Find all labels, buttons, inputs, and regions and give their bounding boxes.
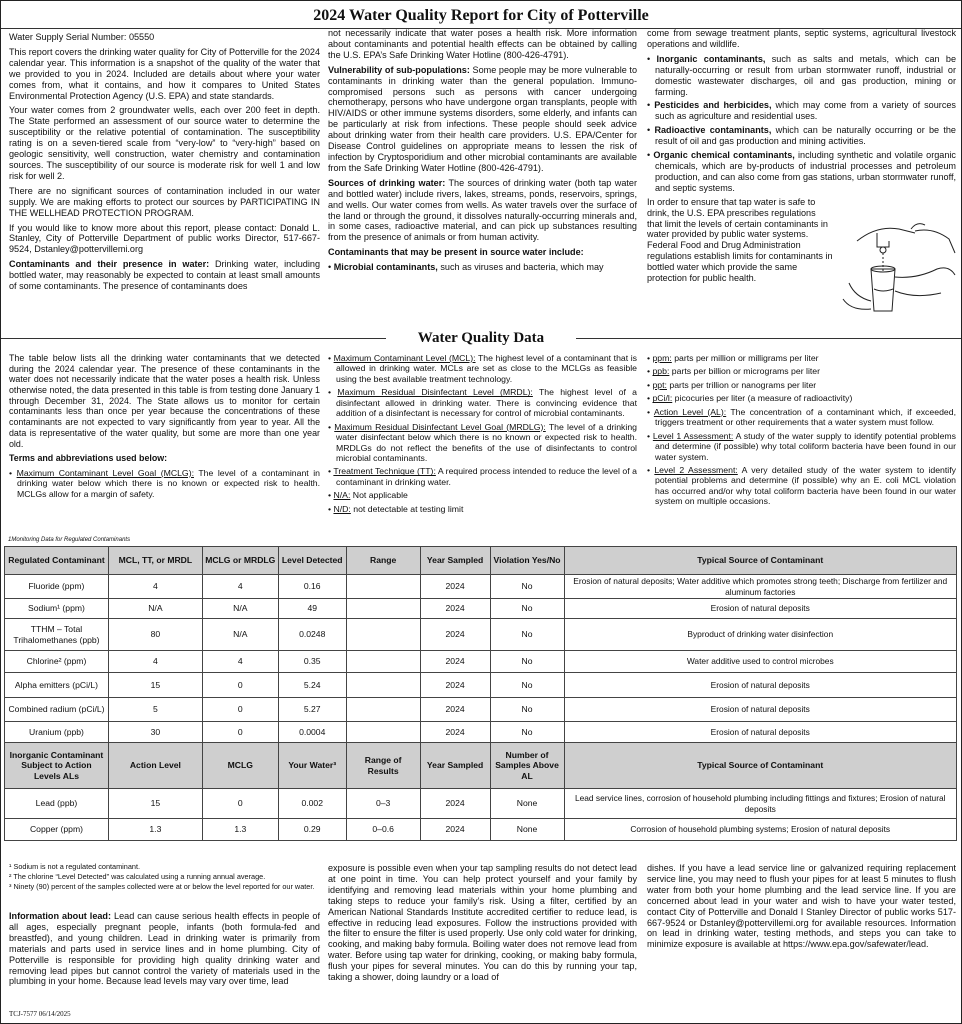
contaminant-list-1 bbox=[328, 262, 637, 273]
table-cell: Erosion of natural deposits bbox=[564, 673, 957, 698]
contaminants-paragraph bbox=[9, 259, 320, 292]
table-cell: 0.002 bbox=[278, 789, 346, 819]
wq-column-3 bbox=[647, 353, 956, 510]
list-item: • Organic chemical contaminants, including synthetic and volatile organic chemicals, which are by-products of industrial processes and petroleum production, and can also come from gas stations, urban stormwater runoff, and septic systems. bbox=[647, 150, 956, 193]
term-item: • Maximum Residual Disinfectant Level (MRDL): The highest level of a disinfectant allowed in drinking water. There is convincing evidence that addition of a disinfectant is necessary for control of microbial contaminants. bbox=[328, 387, 637, 419]
term-name: ppm: bbox=[652, 353, 672, 363]
term-name: ppb: bbox=[652, 366, 670, 377]
terms-heading bbox=[9, 453, 320, 464]
term-item: • Level 1 Assessment: A study of the water supply to identify potential problems and determine (if possible) why total coliform bacteria have been found in our water system. bbox=[647, 430, 956, 462]
term-item: • ppt: parts per trillion or nanograms per liter bbox=[647, 379, 817, 390]
microbial-continued: come from sewage treatment plants, septic systems, agricultural livestock operations and wildlife. bbox=[647, 28, 956, 49]
table-cell: N/A bbox=[202, 599, 278, 619]
table-cell bbox=[346, 599, 420, 619]
table-cell: No bbox=[490, 575, 564, 599]
serial-number: Water Supply Serial Number: 05550 bbox=[9, 32, 155, 42]
list-item-heading: Pesticides and herbicides, bbox=[654, 100, 772, 111]
table-row bbox=[5, 575, 957, 599]
vulnerability-heading: Vulnerability of sub-populations: bbox=[328, 64, 470, 75]
table-row bbox=[5, 722, 957, 743]
section-title: Water Quality Data bbox=[417, 330, 545, 346]
term-name: Treatment Technique (TT): bbox=[333, 466, 436, 477]
table-cell: 0 bbox=[202, 673, 278, 698]
term-item: • Maximum Residual Disinfectant Level Goal (MRDLG): The level of a drinking water disinfectant below which there is no known or expected risk to health. MRDLGs do not reflect the benefits of the use of disinfectants to control microbial contaminants. bbox=[328, 421, 637, 463]
table-cell: Lead service lines, corrosion of household plumbing including fittings and fixtures; Erosion of natural deposits bbox=[564, 789, 957, 819]
list-item-heading: Microbial contaminants, bbox=[333, 262, 438, 273]
table-header-row bbox=[5, 547, 957, 575]
vulnerability-paragraph bbox=[328, 65, 637, 174]
term-definition: A required process intended to reduce the level of a contaminant in drinking water. bbox=[336, 466, 637, 487]
vulnerability-text: Some people may be more vulnerable to contaminants in drinking water than the general population. Immuno-compromised persons such as persons with cancer undergoing chemotherapy, persons who have undergone organ transplants, people with HIV/AIDS or other immune systems disorders, some elderly, and infants can be particularly at risk from infections. These people should seek advice about drinking water from their health care providers. U.S. EPA/Center for Disease Control guidelines on appropriate means to lessen the risk of infection by Cryptosporidium and other microbial contaminants are available from the Safe Drinking Water Hotline (800-426-4791). bbox=[328, 64, 638, 173]
table-cell: 4 bbox=[202, 651, 278, 673]
table-cell: 15 bbox=[108, 673, 202, 698]
term-name: N/A: bbox=[333, 490, 351, 501]
column-header: MCLG bbox=[202, 743, 278, 789]
list-item: • Radioactive contaminants, which can be naturally occurring or be the result of oil and gas production and mining activities. bbox=[647, 125, 956, 147]
table-cell: 2024 bbox=[420, 819, 490, 841]
wq-intro-paragraph: The table below lists all the drinking water contaminants that we detected during the 2024 calendar year. The presence of these contaminants in the water does not necessarily indicate that the water poses a health risk. Unless otherwise noted, the data presented in this table is from testing done January 1 through December 31, 2024. The State allows us to monitor for certain contaminants less than once per year because the concentrations of these contaminants are not expected to vary significantly from year to year. All the data is representative of the water quality, but some are more than one year old. bbox=[9, 353, 320, 449]
table-cell: None bbox=[490, 789, 564, 819]
lead-info-text: dishes. If you have a lead service line or galvanized requiring replacement service line, you may need to flush your pipes for at least 5 minutes to flush water from both your home plumbing and the lead service line. If you are concerned about lead in your water and wish to have your water tested, contact City of Potterville and Donald I Stanley Director of public works 517-667-9524 or Dstanley@pottervillemi.org for available resources. Information on lead in drinking water, testing methods, and steps you can take to minimize exposure is available at https://www.epa.gov/safewater/lead. bbox=[647, 863, 956, 950]
table-cell: Corrosion of household plumbing systems; Erosion of natural deposits bbox=[564, 819, 957, 841]
list-item-heading: Inorganic contaminants, bbox=[656, 53, 766, 64]
table-cell: TTHM – Total Trihalomethanes (ppb) bbox=[5, 619, 109, 651]
table-cell: Byproduct of drinking water disinfection bbox=[564, 619, 957, 651]
term-definition: The concentration of a contaminant which, if exceeded, triggers treatment or other requirements that a water system must follow. bbox=[655, 406, 956, 428]
column-header: Inorganic Contaminant Subject to Action Levels ALs bbox=[5, 743, 109, 789]
term-definition: not detectable at testing limit bbox=[350, 503, 464, 514]
intro-column-2 bbox=[328, 28, 637, 276]
column-header: Year Sampled bbox=[420, 547, 490, 575]
list-item-heading: Radioactive contaminants, bbox=[654, 125, 772, 136]
lead-info-text: Lead can cause serious health effects in people of all ages, especially pregnant people, infants (both formula-fed and breastfed), and young children. Lead in drinking water is primarily from materials and parts used in service lines and in home plumbing. City of Potterville is responsible for providing high quality drinking water and removing lead pipes but cannot control the variety of materials used in the plumbing in your home. Because lead levels may vary over time, lead bbox=[9, 911, 320, 987]
table-cell: 0.35 bbox=[278, 651, 346, 673]
table-cell: 0 bbox=[202, 722, 278, 743]
table-cell: 49 bbox=[278, 599, 346, 619]
table-cell: 5.27 bbox=[278, 698, 346, 722]
column-header: Year Sampled bbox=[420, 743, 490, 789]
table-cell: Chlorine² (ppm) bbox=[5, 651, 109, 673]
table-cell: Lead (ppb) bbox=[5, 789, 109, 819]
term-definition: The highest level of a disinfectant allowed in drinking water. There is convincing evidence that addition of a disinfectant is necessary for control of microbial contaminants. bbox=[336, 387, 637, 419]
table-cell: 5 bbox=[108, 698, 202, 722]
table-row bbox=[5, 819, 957, 841]
table-cell: 2024 bbox=[420, 673, 490, 698]
table-cell: 2024 bbox=[420, 789, 490, 819]
table-cell: 1.3 bbox=[202, 819, 278, 841]
footnote: ² The chlorine “Level Detected” was calculated using a running annual average. bbox=[9, 871, 266, 881]
term-item: • N/A: Not applicable bbox=[328, 490, 408, 501]
list-item-heading: Organic chemical contaminants, bbox=[653, 150, 795, 161]
intro-column-1 bbox=[9, 32, 320, 296]
term-item: • ppb: parts per billion or micrograms per liter bbox=[647, 366, 821, 377]
table-cell: 2024 bbox=[420, 599, 490, 619]
term-item: • pCi/l: picocuries per liter (a measure of radioactivity) bbox=[647, 393, 853, 404]
term-item: • Maximum Contaminant Level (MCL): The highest level of a contaminant that is allowed in drinking water. MCLs are set as close to the MCLGs as feasible using the best available treatment technology. bbox=[328, 353, 637, 384]
table-cell: 30 bbox=[108, 722, 202, 743]
column-header: Range of Results bbox=[346, 743, 420, 789]
table-cell: No bbox=[490, 698, 564, 722]
term-definition: Not applicable bbox=[350, 490, 408, 501]
contaminants-continued: not necessarily indicate that water poses a health risk. More information about contaminants and potential health effects can be obtained by calling the U.S. EPA’s Safe Drinking Water Hotline (800-426-4791). bbox=[328, 28, 637, 60]
intro-paragraph: This report covers the drinking water quality for City of Potterville for the 2024 calendar year. This information is a snapshot of the quality of the water that we provided to you in 2024. Included are details about where your water comes from, what it contains, and how it compares to United States Environmental Protection Agency (U.S. EPA) and state standards. bbox=[9, 46, 320, 101]
terms-list-2 bbox=[328, 353, 637, 514]
term-name: Level 2 Assessment: bbox=[654, 464, 738, 475]
table-cell: 0 bbox=[202, 698, 278, 722]
table-cell: Water additive used to control microbes bbox=[564, 651, 957, 673]
footnote: ³ Ninety (90) percent of the samples collected were at or below the level reported for our water. bbox=[9, 881, 315, 891]
table-cell: None bbox=[490, 819, 564, 841]
table-cell: No bbox=[490, 673, 564, 698]
table-cell: N/A bbox=[108, 599, 202, 619]
column-header: MCLG or MRDLG bbox=[202, 547, 278, 575]
table-cell: Combined radium (pCi/L) bbox=[5, 698, 109, 722]
list-item-text: such as salts and metals, which can be naturally-occurring or result from urban stormwater runoff, industrial or domestic wastewater discharges, oil and gas production, mining or farming. bbox=[655, 53, 957, 97]
table-cell: Uranium (ppb) bbox=[5, 722, 109, 743]
table-cell: 0.29 bbox=[278, 819, 346, 841]
column-header: Typical Source of Contaminant bbox=[564, 743, 957, 789]
table-row bbox=[5, 619, 957, 651]
term-definition: parts per trillion or nanograms per liter bbox=[666, 379, 817, 390]
table-cell: No bbox=[490, 722, 564, 743]
column-header: Regulated Contaminant bbox=[5, 547, 109, 575]
column-header: Violation Yes/No bbox=[490, 547, 564, 575]
present-heading-text: Contaminants that may be present in source water include: bbox=[328, 247, 584, 258]
water-quality-section-header bbox=[1, 328, 961, 348]
term-name: Maximum Contaminant Level Goal (MCLG): bbox=[16, 467, 194, 478]
report-title: 2024 Water Quality Report for City of Potterville bbox=[313, 7, 649, 24]
list-item-text: which can be naturally occurring or be the result of oil and gas production and mining activities. bbox=[655, 125, 956, 147]
table-cell: Erosion of natural deposits bbox=[564, 722, 957, 743]
column-header: Range bbox=[346, 547, 420, 575]
protection-paragraph: There are no significant sources of contamination included in our water supply. We are making efforts to protect our sources by PARTICIPATING IN THE WELLHEAD PROTECTION PROGRAM. bbox=[9, 185, 320, 218]
table-cell: 1.3 bbox=[108, 819, 202, 841]
contaminants-heading: Contaminants and their presence in water: bbox=[9, 259, 210, 270]
lead-info-column-2 bbox=[328, 863, 637, 983]
lead-info-column-1 bbox=[9, 911, 320, 987]
table-cell: 0–3 bbox=[346, 789, 420, 819]
table-cell: 0 bbox=[202, 789, 278, 819]
table-cell: Fluoride (ppm) bbox=[5, 575, 109, 599]
term-definition: The level of a contaminant in drinking water below which there is no known or expected risk to health. MCLGs allow for a margin of safety. bbox=[17, 467, 320, 499]
table-row bbox=[5, 599, 957, 619]
table-cell: 4 bbox=[108, 575, 202, 599]
term-name: N/D: bbox=[333, 503, 351, 514]
table-cell: Sodium¹ (ppm) bbox=[5, 599, 109, 619]
term-definition: parts per billion or micrograms per liter bbox=[669, 366, 821, 377]
term-definition: The level of a drinking water disinfectant below which there is no known or expected risk to health. MRDLGs do not reflect the benefits of the use of disinfectants to control microbial contaminants. bbox=[336, 421, 637, 463]
column-header: Your Water³ bbox=[278, 743, 346, 789]
term-item: • Level 2 Assessment: A very detailed study of the water system to identify potential problems and determine (if possible) why an E. coli MCL violation has occurred and/or why total coliform bacteria have been found in our water system on multiple occasions. bbox=[647, 464, 956, 507]
table-cell: 2024 bbox=[420, 722, 490, 743]
table-caption: 1Monitoring Data for Regulated Contaminants bbox=[8, 537, 131, 543]
table-cell: 2024 bbox=[420, 698, 490, 722]
wq-column-2 bbox=[328, 353, 637, 517]
table-cell: 2024 bbox=[420, 619, 490, 651]
term-name: ppt: bbox=[652, 379, 667, 390]
table-cell: 0–0.6 bbox=[346, 819, 420, 841]
table-header-row bbox=[5, 743, 957, 789]
table-row bbox=[5, 698, 957, 722]
table-row bbox=[5, 789, 957, 819]
terms-heading-text: Terms and abbreviations used below: bbox=[9, 453, 168, 464]
lead-info-text: exposure is possible even when your tap sampling results do not detect lead at one point in time. You can help protect yourself and your family by identifying and removing lead materials within your home plumbing and taking steps to reduce your family’s risk. Using a filter, certified by an American National Standards Institute accredited certifier to reduce lead, is effective in reducing lead exposures. Follow the instructions provided with the filter to ensure the filter is used properly. Use only cold water for drinking, cooking, and making baby formula. Boiling water does not remove lead from water. Before using tap water for drinking, cooking, or making baby formula, flush your pipes for several minutes. You can do this by running your tap, taking a shower, doing laundry or a load of bbox=[328, 863, 637, 983]
table-cell: 0.0004 bbox=[278, 722, 346, 743]
table-cell: 4 bbox=[202, 575, 278, 599]
source-paragraph: Your water comes from 2 groundwater wells, each over 200 feet in depth. The State performed an assessment of our source water to determine the susceptibility or the relative potential of contamination. The susceptibility rating is on a seven-tiered scale from “very-low” to “very-high” based on geologic sensitivity, well construction, water chemistry and contamination sources. The susceptibility of our source is moderate risk for well 1 and low risk for well 2. bbox=[9, 105, 320, 181]
contact-paragraph: If you would like to know more about this report, please contact: Donald L. Stanley, City of Potterville Department of public works Director, 517-667-9524, Dstanley@pottervillemi.org bbox=[9, 222, 320, 255]
tap-water-glass-illustration bbox=[837, 219, 957, 317]
column-header: Typical Source of Contaminant bbox=[564, 547, 957, 575]
term-item: • Treatment Technique (TT): A required process intended to reduce the level of a contaminant in drinking water. bbox=[328, 466, 637, 487]
table-cell: No bbox=[490, 619, 564, 651]
sources-text: The sources of drinking water (both tap water and bottled water) include rivers, lakes, streams, ponds, reservoirs, springs, and wells. Our water comes from wells. As water travels over the surface of the land or through the ground, it dissolves naturally-occurring minerals and, in some cases, radioactive material, and can pick up substances resulting from the presence of animals or from human activity. bbox=[328, 177, 637, 243]
table-cell bbox=[346, 575, 420, 599]
column-header: Level Detected bbox=[278, 547, 346, 575]
term-name: Maximum Residual Disinfectant Level Goal (MRDLG): bbox=[334, 421, 546, 432]
table-cell: 2024 bbox=[420, 651, 490, 673]
term-name: Action Level (AL): bbox=[653, 406, 727, 417]
heading-rule-right bbox=[576, 338, 961, 339]
regulations-paragraph: In order to ensure that tap water is safe to drink, the U.S. EPA prescribes regulations that limit the levels of certain contaminants in water provided by public water systems. Federal Food and Drug Administration regulations establish limits for contaminants in bottled water which provide the same protection for public health. bbox=[647, 196, 833, 284]
table-cell bbox=[346, 698, 420, 722]
table-cell: Copper (ppm) bbox=[5, 819, 109, 841]
table-cell: Erosion of natural deposits bbox=[564, 599, 957, 619]
list-item: • Microbial contaminants, such as viruses and bacteria, which may bbox=[328, 262, 604, 273]
contaminant-table bbox=[4, 546, 957, 841]
table-row bbox=[5, 673, 957, 698]
column-header: Number of Samples Above AL bbox=[490, 743, 564, 789]
table-cell bbox=[346, 651, 420, 673]
table-cell bbox=[346, 619, 420, 651]
present-heading bbox=[328, 247, 637, 258]
table-cell: Erosion of natural deposits bbox=[564, 698, 957, 722]
lead-info-column-3 bbox=[647, 863, 956, 950]
term-name: Maximum Residual Disinfectant Level (MRDL): bbox=[337, 387, 533, 398]
sources-heading: Sources of drinking water: bbox=[328, 177, 446, 188]
table-cell: 0.16 bbox=[278, 575, 346, 599]
table-row bbox=[5, 651, 957, 673]
term-item: • N/D: not detectable at testing limit bbox=[328, 503, 464, 514]
table-cell: 0.0248 bbox=[278, 619, 346, 651]
column-header: MCL, TT, or MRDL bbox=[108, 547, 202, 575]
table-cell: Erosion of natural deposits; Water additive which promotes strong teeth; Discharge from fertilizer and aluminum factories bbox=[564, 575, 957, 599]
table-cell: No bbox=[490, 599, 564, 619]
footnotes bbox=[9, 863, 319, 892]
list-item-text: which may come from a variety of sources such as agriculture and residential uses. bbox=[655, 100, 956, 122]
table-cell: 5.24 bbox=[278, 673, 346, 698]
term-item: • Maximum Contaminant Level Goal (MCLG): The level of a contaminant in drinking water below which there is no known or expected risk to health. MCLGs allow for a margin of safety. bbox=[9, 467, 320, 499]
list-item-text: such as viruses and bacteria, which may bbox=[437, 262, 604, 273]
table-cell bbox=[346, 673, 420, 698]
term-definition: parts per million or milligrams per liter bbox=[671, 353, 819, 363]
table-cell: Alpha emitters (pCi/L) bbox=[5, 673, 109, 698]
contaminant-table-body bbox=[5, 547, 957, 841]
contaminant-list-2 bbox=[647, 54, 956, 194]
table-cell: No bbox=[490, 651, 564, 673]
document-stamp: TCJ-7577 06/14/2025 bbox=[9, 1010, 71, 1018]
table-cell: N/A bbox=[202, 619, 278, 651]
term-definition: A study of the water supply to identify potential problems and determine (if possible) why total coliform bacteria have been found in our water system. bbox=[655, 430, 956, 462]
term-item: • ppm: parts per million or milligrams per liter bbox=[647, 353, 819, 363]
term-definition: A very detailed study of the water system to identify potential problems and determine (if possible) why an E. coli MCL violation has occurred and/or why total coliform bacteria have been found in our water system on multiple occasions. bbox=[655, 464, 956, 507]
table-cell: 4 bbox=[108, 651, 202, 673]
term-definition: picocuries per liter (a measure of radioactivity) bbox=[672, 393, 853, 404]
wq-column-1 bbox=[9, 353, 320, 502]
sources-paragraph bbox=[328, 178, 637, 243]
term-name: pCi/l: bbox=[652, 393, 673, 404]
terms-list-1 bbox=[9, 468, 320, 499]
term-name: Level 1 Assessment: bbox=[652, 430, 734, 441]
list-item: • Inorganic contaminants, such as salts and metals, which can be naturally-occurring or result from urban stormwater runoff, industrial or domestic wastewater discharges, oil and gas production, mining or farming. bbox=[647, 53, 957, 97]
table-cell: 15 bbox=[108, 789, 202, 819]
terms-list-3 bbox=[647, 353, 956, 507]
term-definition: The highest level of a contaminant that is allowed in drinking water. MCLs are set as close to the MCLGs as feasible using the best available treatment technology. bbox=[336, 353, 637, 384]
table-cell: 2024 bbox=[420, 575, 490, 599]
term-item: • Action Level (AL): The concentration of a contaminant which, if exceeded, triggers treatment or other requirements that a water system must follow. bbox=[647, 406, 956, 428]
column-header: Action Level bbox=[108, 743, 202, 789]
list-item: • Pesticides and herbicides, which may come from a variety of sources such as agriculture and residential uses. bbox=[647, 100, 956, 122]
table-cell: 80 bbox=[108, 619, 202, 651]
list-item-text: including synthetic and volatile organic chemicals, which are by-products of industrial processes and petroleum production, and can also come from gas stations, urban stormwater runoff, and septic systems. bbox=[655, 150, 956, 193]
lead-info-heading: Information about lead: bbox=[9, 911, 112, 921]
contaminants-text: Drinking water, including bottled water, may reasonably be expected to contain at least small amounts of some contaminants. The presence of contaminants does bbox=[9, 259, 321, 292]
term-name: Maximum Contaminant Level (MCL): bbox=[333, 353, 476, 363]
footnote: ¹ Sodium is not a regulated contaminant. bbox=[9, 862, 141, 871]
table-cell bbox=[346, 722, 420, 743]
